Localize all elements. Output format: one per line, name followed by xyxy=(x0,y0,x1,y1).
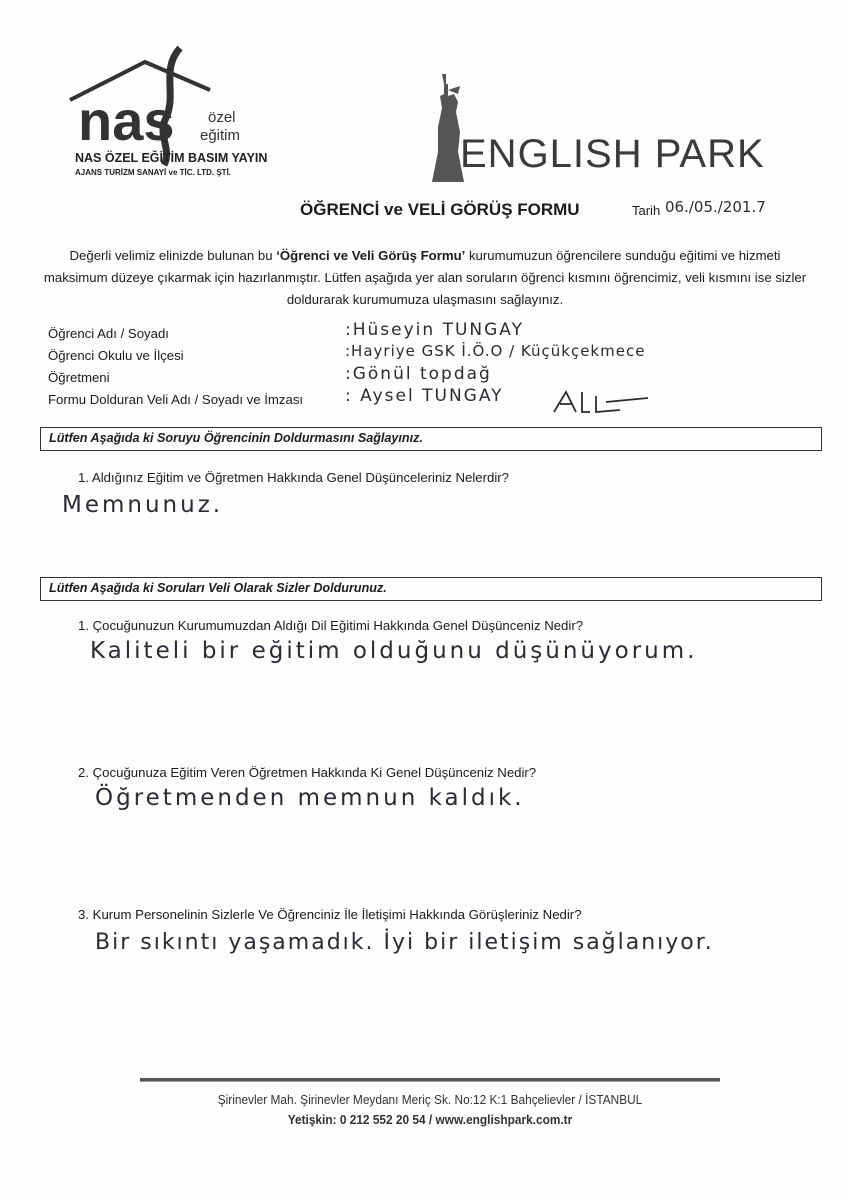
nas-ozel: özel xyxy=(208,109,236,126)
nas-company-line2: AJANS TURİZM SANAYİ ve TİC. LTD. ŞTİ. xyxy=(75,168,232,177)
nas-logo xyxy=(60,40,310,190)
info-value-teacher: :Gönül topdağ xyxy=(345,364,492,384)
info-label-school: Öğrenci Okulu ve İlçesi xyxy=(48,348,184,363)
info-label-teacher: Öğretmeni xyxy=(48,370,110,385)
parent-question-1: 1. Çocuğunuzun Kurumumuzdan Aldığı Dil Eğitimi Hakkında Genel Düşünceniz Nedir? xyxy=(78,618,584,633)
date-label: Tarih xyxy=(632,203,661,218)
parent-answer-3: Bir sıkıntı yaşamadık. İyi bir iletişim sağlanıyor. xyxy=(95,930,714,955)
footer-address: Şirinevler Mah. Şirinevler Meydanı Meriç Sk. No:12 K:1 Bahçelievler / İSTANBUL xyxy=(217,1092,643,1107)
date-value: 06./05./201.7 xyxy=(665,198,766,216)
parent-question-2: 2. Çocuğunuza Eğitim Veren Öğretmen Hakkında Ki Genel Düşünceniz Nedir? xyxy=(78,765,537,780)
info-value-parent: : Aysel TUNGAY xyxy=(345,386,504,406)
english-park-name: ENGLISH PARK xyxy=(460,132,765,176)
form-title: ÖĞRENCİ ve VELİ GÖRÜŞ FORMU xyxy=(300,200,580,219)
student-answer-1: Memnunuz. xyxy=(62,492,224,518)
student-section-header xyxy=(40,427,822,451)
nas-letters: nas xyxy=(78,89,175,152)
info-label-parent: Formu Dolduran Veli Adı / Soyadı ve İmzası xyxy=(48,392,304,407)
parent-answer-2: Öğretmenden memnun kaldık. xyxy=(95,785,525,811)
nas-company-line1: NAS ÖZEL EĞİTİM BASIM YAYIN xyxy=(75,151,268,165)
parent-question-3: 3. Kurum Personelinin Sizlerle Ve Öğrenciniz İle İletişimi Hakkında Görüşleriniz Nedir? xyxy=(78,907,582,922)
intro-bold: ‘Öğrenci ve Veli Görüş Formu’ xyxy=(276,248,466,263)
footer-divider xyxy=(140,1078,720,1082)
intro-text-after: kurumumuzun öğrencilere sunduğu eğitimi ve hizmeti maksimum düzeye çıkarmak için hazırlanmıştır. Lütfen aşağıda yer alan soruların öğrenci kısmını öğrencimiz, veli kısmını ise sizler doldurarak kurumumuza ulaşmasını sağlayınız. xyxy=(43,248,807,307)
info-value-school: :Hayriye GSK İ.Ö.O / Küçükçekmece xyxy=(345,342,646,360)
footer-contact: Yetişkin: 0 212 552 20 54 / www.englishpark.com.tr xyxy=(287,1112,573,1127)
parent-section-header-text: Lütfen Aşağıda ki Soruları Veli Olarak Sizler Doldurunuz. xyxy=(49,581,387,595)
intro-paragraph xyxy=(40,245,810,311)
info-value-student-name: :Hüseyin TUNGAY xyxy=(345,320,524,340)
intro-text-before: Değerli velimiz elinizde bulunan bu xyxy=(69,248,277,263)
info-label-student-name: Öğrenci Adı / Soyadı xyxy=(48,326,169,341)
student-section-header-text: Lütfen Aşağıda ki Soruyu Öğrencinin Doldurmasını Sağlayınız. xyxy=(49,431,423,445)
nas-egitim: eğitim xyxy=(200,127,241,144)
parent-section-header xyxy=(40,577,822,601)
student-question-1: 1. Aldığınız Eğitim ve Öğretmen Hakkında Genel Düşünceleriniz Nelerdir? xyxy=(78,470,509,485)
parent-answer-1: Kaliteli bir eğitim olduğunu düşünüyorum. xyxy=(90,638,698,664)
parent-signature-icon xyxy=(550,388,650,416)
